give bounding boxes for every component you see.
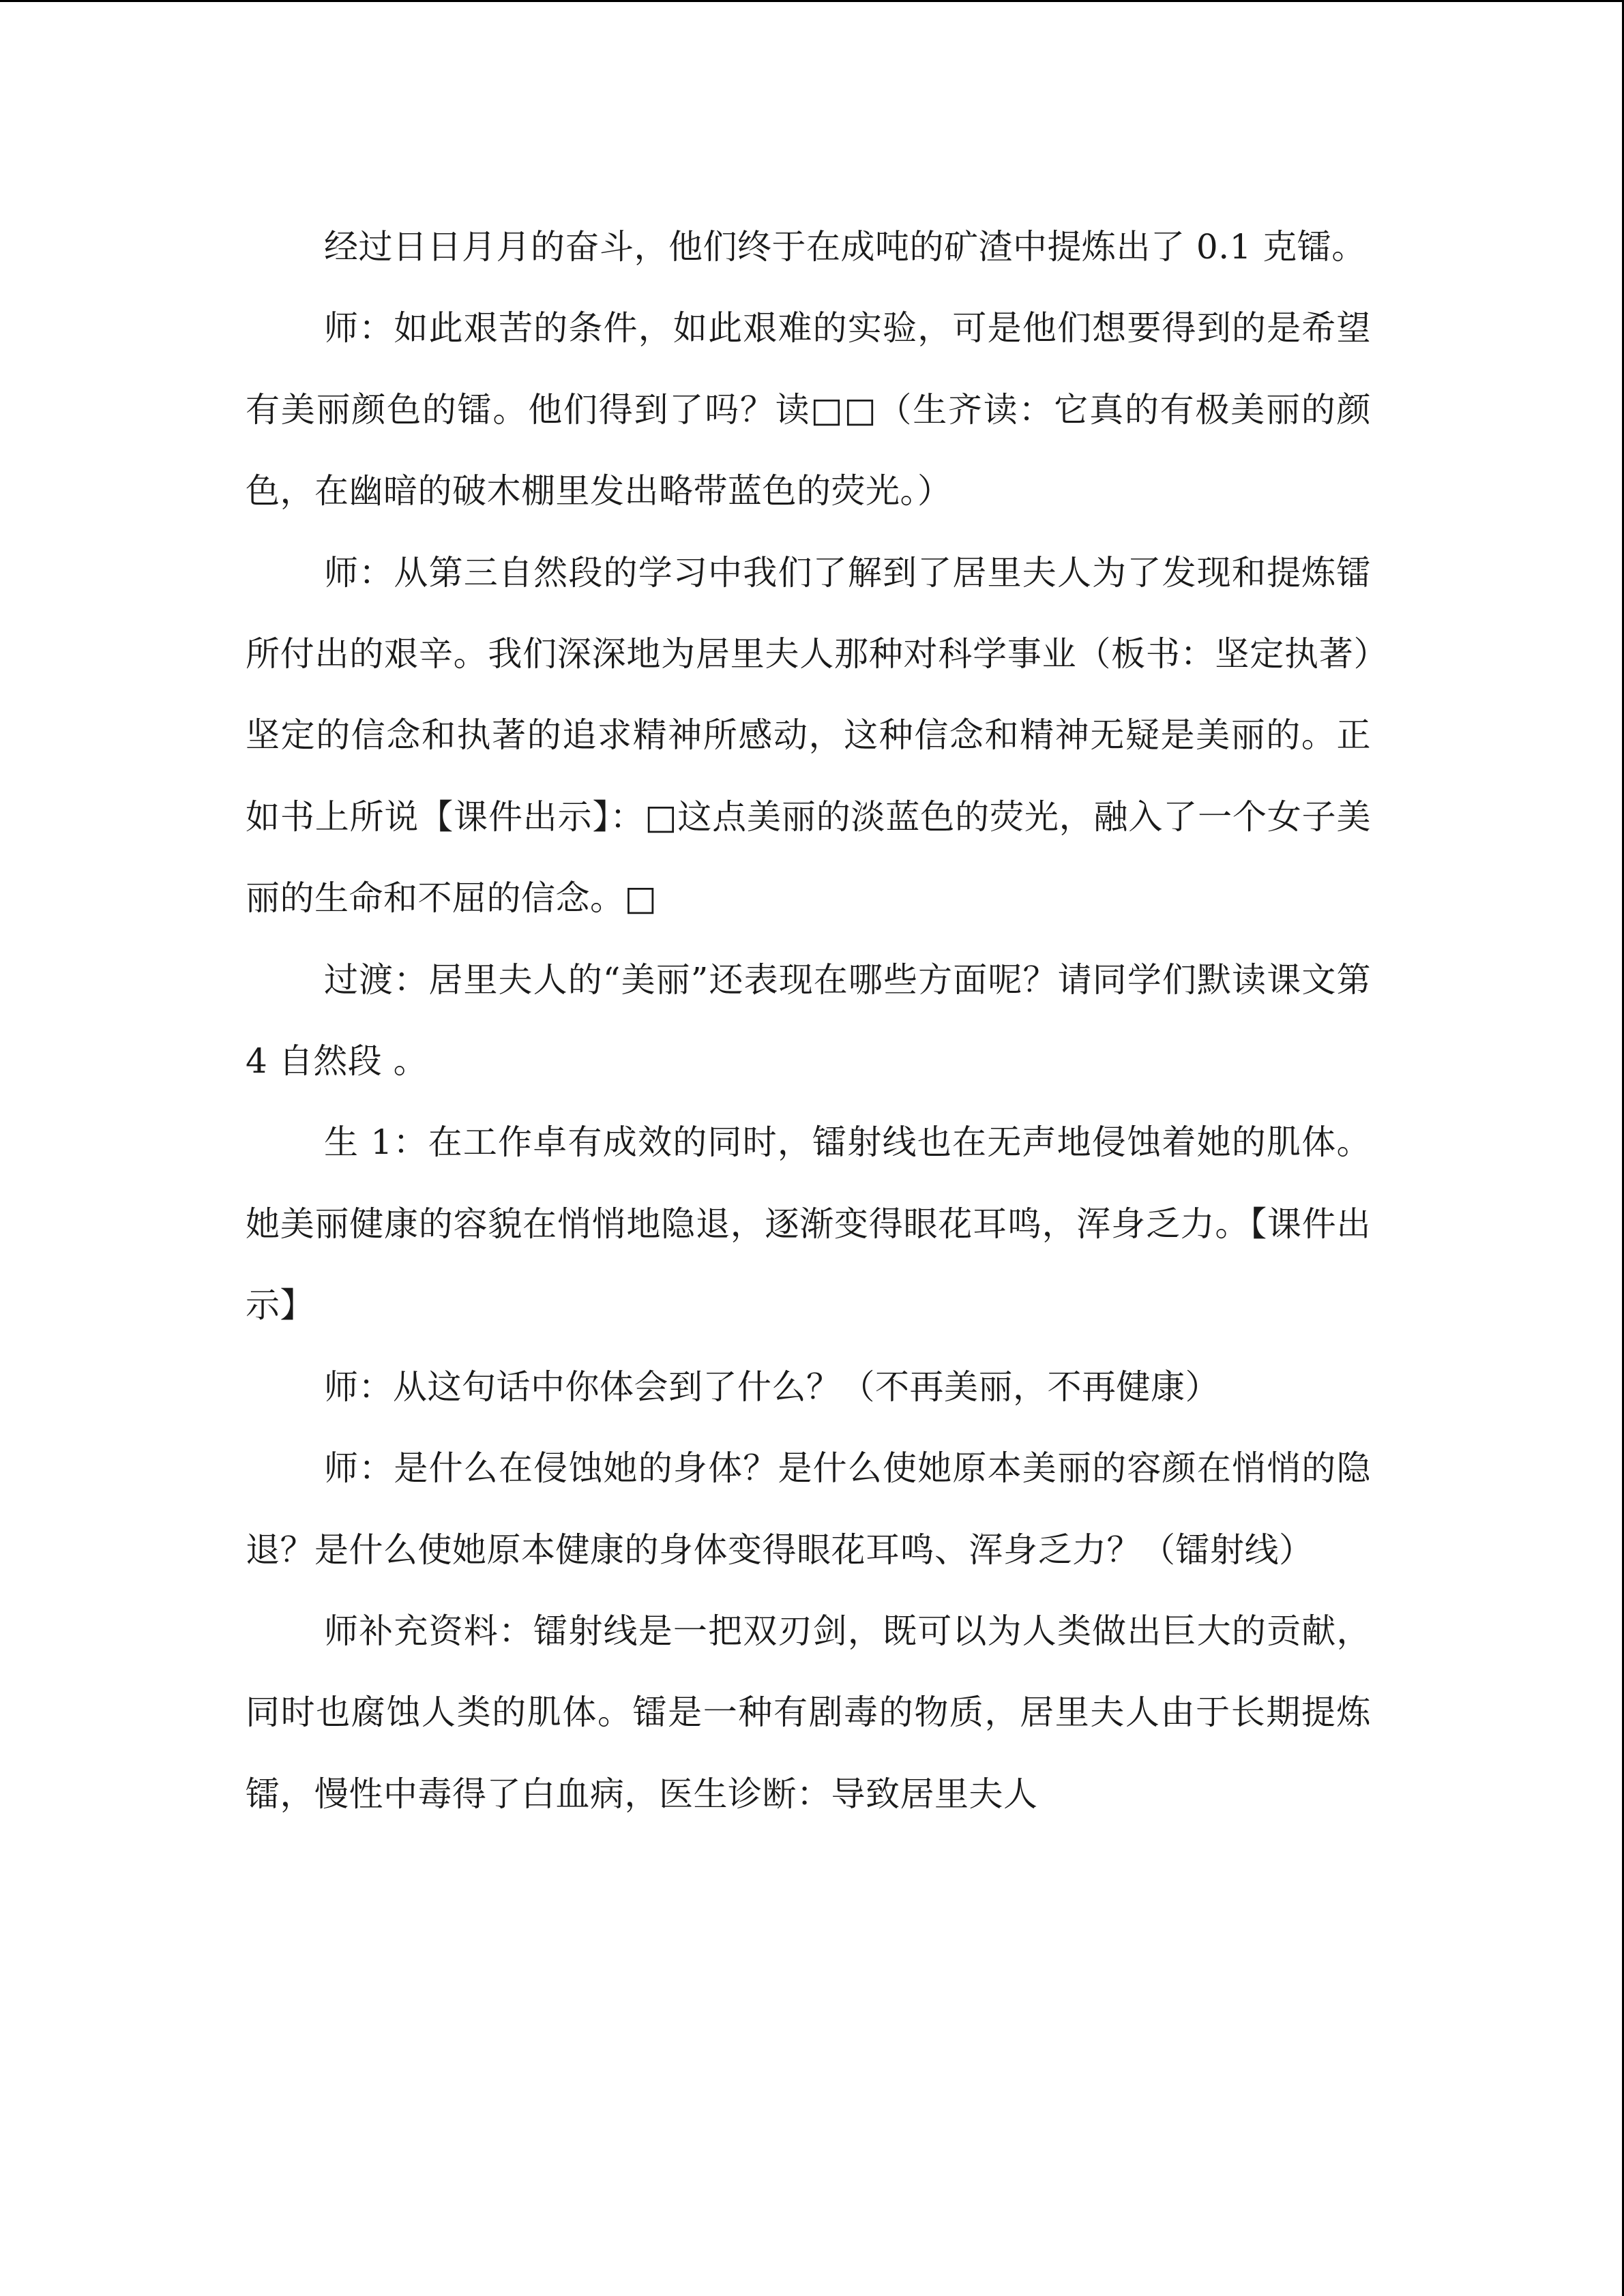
- document-body: [246, 207, 1383, 1835]
- paragraph-teacher-question-color: 师：如此艰苦的条件，如此艰难的实验，可是他们想要得到的是希望有美丽颜色的镭。他们得到了吗？读□□（生齐读：它真的有极美丽的颜色，在幽暗的破木棚里发出略带蓝色的荧光。）: [246, 308, 1371, 511]
- paragraph-radium-extraction: 经过日日月月的奋斗，他们终于在成吨的矿渣中提炼出了 0.1 克镭。: [324, 227, 1366, 267]
- paragraph-teacher-summary-beauty: 师：从第三自然段的学习中我们了解到了居里夫人为了发现和提炼镭所付出的艰辛。我们深深地为居里夫人那种对科学事业（板书：坚定执著）坚定的信念和执著的追求精神所感动，这种信念和精神无疑是美丽的。正如书上所说【课件出示】：□这点美丽的淡蓝色的荧光，融入了一个女子美丽的生命和不屈的信念。□: [246, 552, 1371, 919]
- paragraph-teacher-cause: 师：是什么在侵蚀她的身体？是什么使她原本美丽的容颜在悄悄的隐退？是什么使她原本健康的身体变得眼花耳鸣、浑身乏力？（镭射线）: [246, 1448, 1371, 1570]
- paragraph-teacher-feeling: 师：从这句话中你体会到了什么？（不再美丽，不再健康）: [324, 1367, 1220, 1407]
- paragraph-transition: 过渡：居里夫人的“美丽”还表现在哪些方面呢？请同学们默读课文第 4 自然段 。: [246, 959, 1383, 1082]
- paragraph-student-answer: 生 1：在工作卓有成效的同时，镭射线也在无声地侵蚀着她的肌体。她美丽健康的容貌在悄悄地隐退，逐渐变得眼花耳鸣，浑身乏力。【课件出示】: [246, 1122, 1371, 1326]
- paragraph-supplementary-material: 师补充资料：镭射线是一把双刃剑，既可以为人类做出巨大的贡献，同时也腐蚀人类的肌体。镭是一种有剧毒的物质，居里夫人由于长期提炼镭，慢性中毒得了白血病，医生诊断：导致居里夫人: [246, 1611, 1371, 1814]
